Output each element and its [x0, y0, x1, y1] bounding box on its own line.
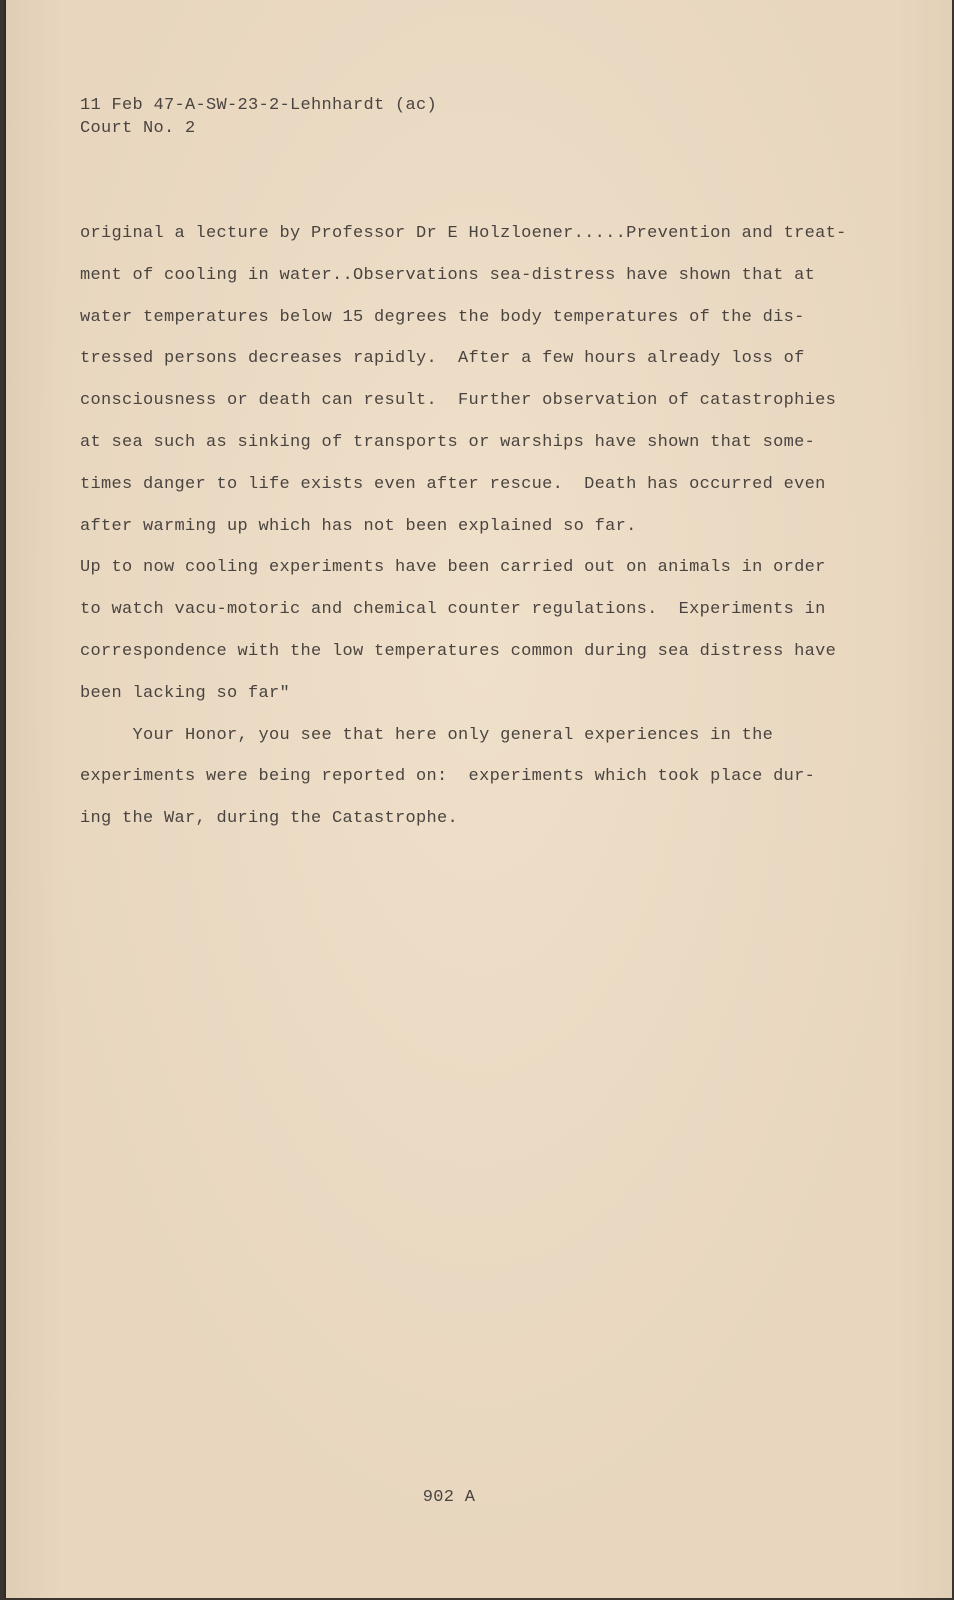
body-line: after warming up which has not been explained so far. — [80, 516, 637, 536]
header-court: Court No. 2 — [80, 119, 196, 138]
body-line: at sea such as sinking of transports or warships have shown that some- — [80, 432, 816, 452]
body-line: consciousness or death can result. Further observation of catastrophies — [80, 391, 837, 411]
document-page — [4, 0, 952, 1598]
body-line: Your Honor, you see that here only general experiences in the — [80, 725, 774, 745]
document-header — [80, 94, 437, 140]
body-line: original a lecture by Professor Dr E Holzloener.....Prevention and treat- — [80, 224, 847, 243]
body-line: ment of cooling in water..Observations sea-distress have shown that at — [80, 265, 816, 285]
body-line: ing the War, during the Catastrophe. — [80, 809, 459, 829]
body-line: times danger to life exists even after rescue. Death has occurred even — [80, 474, 826, 494]
body-line: tressed persons decreases rapidly. After a few hours already loss of — [80, 349, 805, 369]
header-reference: 11 Feb 47-A-SW-23-2-Lehnhardt (ac) — [80, 96, 438, 115]
body-line: Up to now cooling experiments have been carried out on animals in order — [80, 558, 826, 578]
body-line: water temperatures below 15 degrees the body temperatures of the dis- — [80, 307, 805, 327]
body-line: to watch vacu-motoric and chemical counter regulations. Experiments in — [80, 600, 826, 620]
body-line: correspondence with the low temperatures common during sea distress have — [80, 641, 837, 661]
body-line: experiments were being reported on: experiments which took place dur- — [80, 767, 816, 787]
page-number: 902 A — [422, 1488, 476, 1507]
document-body — [80, 213, 860, 840]
body-line: been lacking so far" — [80, 683, 291, 703]
page-footer — [6, 1488, 952, 1507]
